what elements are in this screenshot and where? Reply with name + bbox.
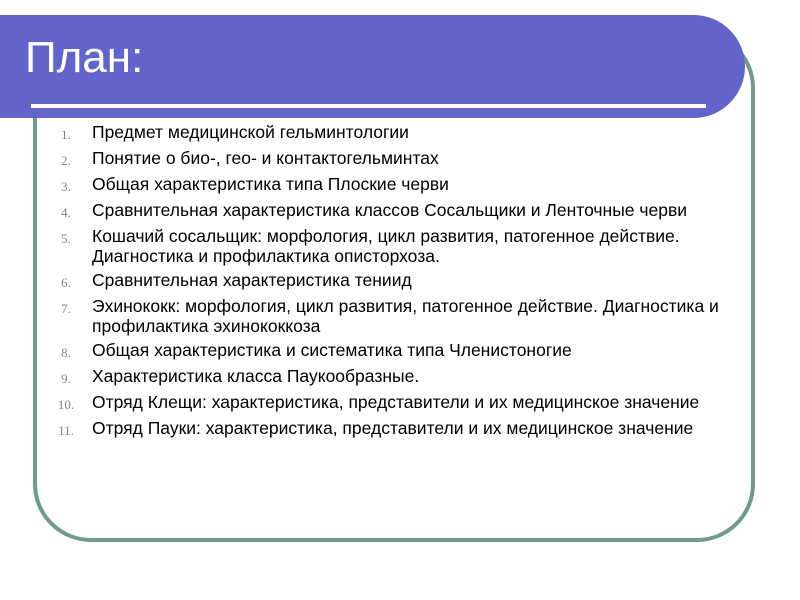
item-number: 7. [61, 301, 71, 316]
list-item [40, 148, 740, 170]
item-text: Характеристика класса Паукообразные. [92, 366, 420, 386]
item-text: Эхинококк: морфология, цикл развития, патогенное действие. Диагностика и профилактика эхинококкоза [92, 296, 719, 336]
list-item [40, 418, 740, 440]
list-item [40, 200, 740, 222]
list-item [40, 270, 740, 292]
list-item [40, 366, 740, 388]
item-text: Сравнительная характеристика классов Сосальщики и Ленточные черви [92, 200, 688, 220]
item-number: 9. [61, 371, 71, 386]
item-number: 6. [61, 275, 71, 290]
title-underline [31, 104, 706, 108]
item-number: 2. [61, 153, 71, 168]
list-item [40, 174, 740, 196]
item-number: 4. [61, 205, 71, 220]
item-number: 5. [61, 231, 71, 246]
item-text: Отряд Клещи: характеристика, представители и их медицинское значение [92, 392, 700, 412]
list-item [40, 226, 740, 266]
item-text: Кошачий сосальщик: морфология, цикл развития, патогенное действие. Диагностика и профилактика описторхоза. [92, 226, 680, 266]
plan-list [40, 122, 740, 444]
item-number: 8. [61, 345, 71, 360]
slide-title: План: [25, 33, 144, 82]
item-text: Отряд Пауки: характеристика, представители и их медицинское значение [92, 418, 694, 438]
item-text: Общая характеристика типа Плоские черви [92, 174, 449, 194]
item-text: Предмет медицинской гельминтологии [92, 122, 409, 142]
list-item [40, 122, 740, 144]
list-item [40, 392, 740, 414]
item-text: Сравнительная характеристика тениид [92, 270, 412, 290]
item-text: Общая характеристика и систематика типа Членистоногие [92, 340, 572, 360]
item-text: Понятие о био-, гео- и контактогельминтах [92, 148, 439, 168]
list-item [40, 340, 740, 362]
item-number: 10. [57, 397, 75, 412]
item-number: 11. [58, 423, 74, 438]
item-number: 1. [61, 127, 71, 142]
list-item [40, 296, 740, 336]
item-number: 3. [61, 179, 71, 194]
